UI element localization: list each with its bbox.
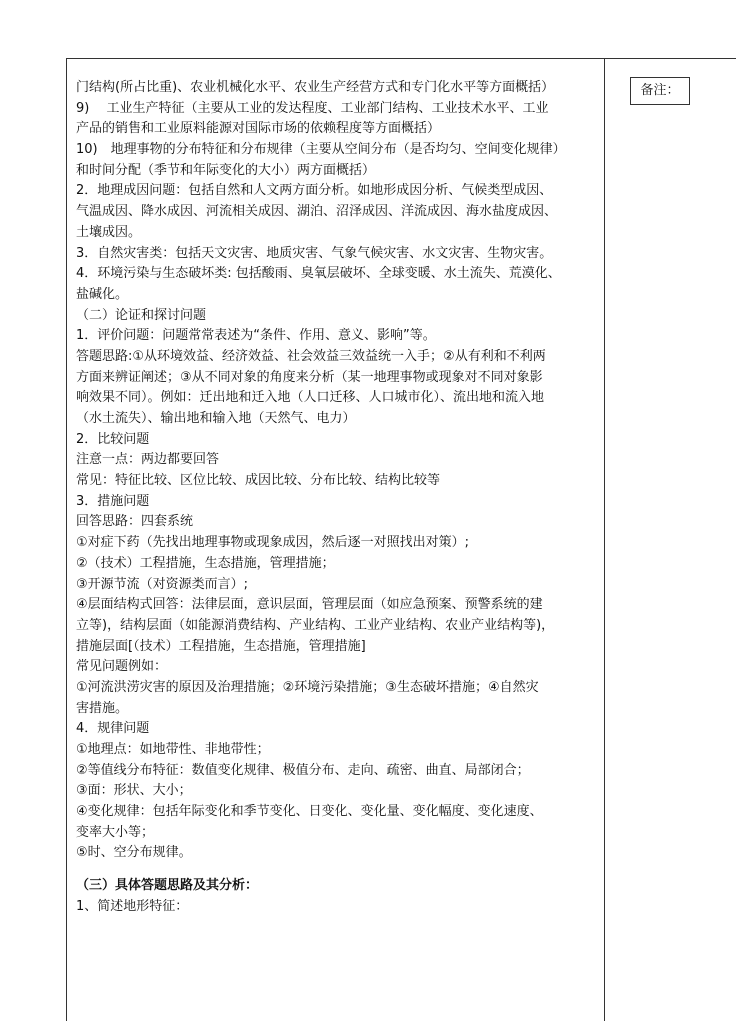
text-line: 害措施。 (76, 700, 129, 716)
text-line: 2．比较问题 (76, 431, 150, 447)
text-line: ⑤时、空分布规律。 (76, 845, 192, 861)
text-line: 气温成因、降水成因、河流相关成因、湖泊、沼泽成因、洋流成因、海水盐度成因、 (76, 204, 558, 220)
text-line: 答题思路:①从环境效益、经济效益、社会效益三效益统一入手；②从有利和不利两 (76, 348, 546, 364)
text-line: 4．环境污染与生态破坏类: 包括酸雨、臭氧层破坏、全球变暖、水土流失、荒漠化、 (76, 266, 561, 282)
text-line: 措施层面[（技术）工程措施，生态措施，管理措施] (76, 638, 366, 654)
text-line: 盐碱化。 (76, 286, 129, 302)
text-line: 变率大小等； (76, 824, 155, 840)
text-line: ①地理点：如地带性、非地带性； (76, 742, 270, 757)
text-line: ①河流洪涝灾害的原因及治理措施；②环境污染措施；③生态破坏措施；④自然灾 (76, 679, 539, 695)
section-heading: （二）论证和探讨问题 (76, 307, 207, 323)
section-heading-bold: （三）具体答题思路及其分析： (76, 878, 259, 894)
text-line: ③开源节流（对资源类而言）; (76, 576, 249, 592)
text-line: 注意一点：两边都要回答 (76, 452, 220, 468)
text-line: 1、简述地形特征： (76, 898, 189, 914)
text-line: 土壤成因。 (76, 224, 142, 240)
text-line: 回答思路：四套系统 (76, 514, 194, 530)
text-line: 1．评价问题：问题常常表述为“条件、作用、意义、影响”等。 (76, 328, 436, 344)
text-line: 2．地理成因问题：包括自然和人文两方面分析。如地形成因分析、气候类型成因、 (76, 183, 553, 199)
text-line: 立等)，结构层面（如能源消费结构、产业结构、工业产业结构、农业产业结构等)， (76, 617, 555, 633)
main-text-column (76, 78, 600, 918)
text-line: 常见问题例如： (76, 659, 168, 675)
notes-label: 备注： (640, 83, 680, 98)
table-top-border (66, 58, 736, 59)
text-line: 3．自然灾害类：包括天文灾害、地质灾害、气象气候灾害、水文灾害、生物灾害。 (76, 245, 553, 261)
text-line: ②（技术）工程措施，生态措施，管理措施； (76, 555, 335, 571)
text-line: 产品的销售和工业原料能源对国际市场的依赖程度等方面概括） (76, 121, 441, 137)
text-line: 4．规律问题 (76, 721, 150, 737)
text-line: ④层面结构式回答：法律层面，意识层面，管理层面（如应急预案、预警系统的建 (76, 597, 543, 613)
text-line: ③面：形状、大小； (76, 783, 192, 799)
text-line: 10) 地理事物的分布特征和分布规律（主要从空间分布（是否均匀、空间变化规律） (76, 142, 566, 158)
text-line: ④变化规律：包括年际变化和季节变化、日变化、变化量、变化幅度、变化速度、 (76, 804, 543, 820)
text-line: 门结构(所占比重)、农业机械化水平、农业生产经营方式和专门化水平等方面概括） (76, 80, 555, 95)
table-left-border (66, 58, 67, 1021)
text-line: 和时间分配（季节和年际变化的大小）两方面概括） (76, 162, 376, 178)
text-line: ①对症下药（先找出地理事物或现象成因，然后逐一对照找出对策）; (76, 535, 470, 551)
text-line: ②等值线分布特征：数值变化规律、极值分布、走向、疏密、曲直、局部闭合； (76, 762, 530, 778)
text-line: 响效果不同）。例如：迁出地和迁入地（人口迁移、人口城市化）、流出地和流入地 (76, 390, 545, 406)
text-line: 常见：特征比较、区位比较、成因比较、分布比较、结构比较等 (76, 473, 441, 489)
notes-label-box (630, 77, 690, 105)
text-line: 9) 工业生产特征（主要从工业的发达程度、工业部门结构、工业技术水平、工业 (76, 100, 549, 116)
text-line: 3．措施问题 (76, 493, 150, 509)
table-column-divider (604, 58, 605, 1021)
text-line: 方面来辨证阐述；③从不同对象的角度来分析（某一地理事物或现象对不同对象影 (76, 369, 543, 385)
text-line: （水土流失）、输出地和输入地（天然气、电力） (76, 411, 356, 426)
